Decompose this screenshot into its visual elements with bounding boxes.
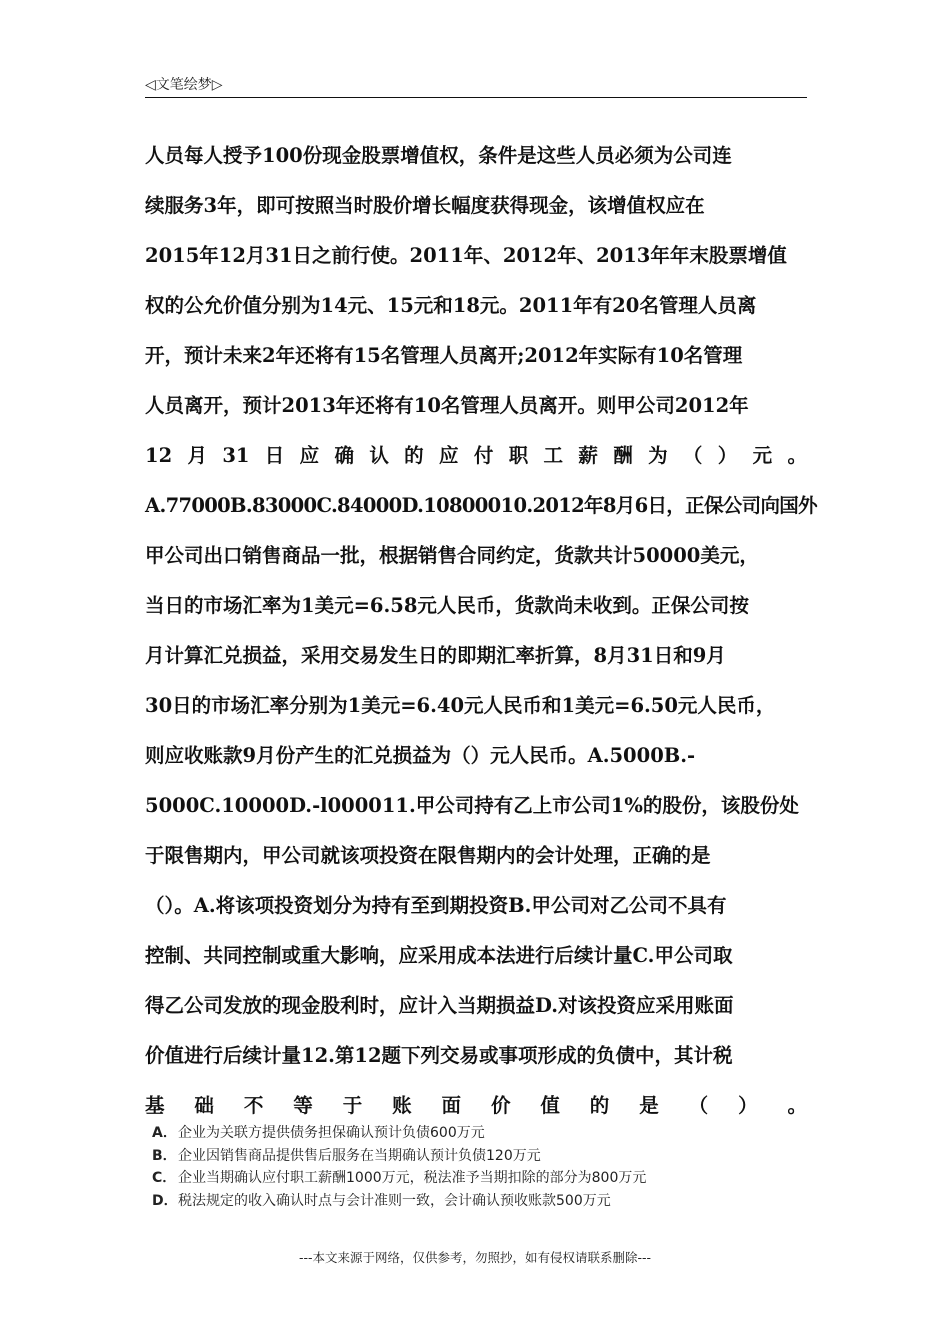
body-line: （）。A.将该项投资划分为持有至到期投资B.甲公司对乙公司不具有 xyxy=(145,894,727,917)
justified-token: 账 xyxy=(392,1094,412,1117)
justified-token: 。 xyxy=(787,444,807,467)
justified-token: 价 xyxy=(490,1094,511,1117)
option-a xyxy=(152,1122,792,1145)
justified-token: 不 xyxy=(243,1094,264,1117)
justified-token: 于 xyxy=(342,1094,363,1117)
body-line: 则应收账款9月份产生的汇兑损益为（）元人民币。A.5000B.- xyxy=(145,744,696,767)
header-divider xyxy=(145,97,807,98)
option-text: 企业为关联方提供债务担保确认预计负债600万元 xyxy=(178,1125,485,1141)
body-text xyxy=(145,131,817,1131)
option-text: 企业因销售商品提供售后服务在当期确认预计负债120万元 xyxy=(178,1147,541,1164)
justified-token: 基 xyxy=(145,1094,165,1117)
justified-token: 元 xyxy=(752,444,773,467)
option-key: C． xyxy=(152,1170,177,1186)
option-text: 税法规定的收入确认时点与会计准则一致，会计确认预收账款500万元 xyxy=(178,1192,611,1209)
justified-token: 日 xyxy=(264,444,285,467)
justified-token: 职 xyxy=(508,444,529,467)
body-line: 开，预计未来2年还将有15名管理人员离开;2012年实际有10名管理 xyxy=(145,344,743,367)
justified-token: 31 xyxy=(222,444,250,467)
justified-token: 为 xyxy=(648,444,668,467)
body-line: 权的公允价值分别为14元、15元和18元。2011年有20名管理人员离 xyxy=(145,294,757,317)
justified-token: 的 xyxy=(404,444,424,467)
justified-token: 值 xyxy=(540,1094,560,1117)
body-line-justified xyxy=(145,431,807,481)
justified-token: （ xyxy=(688,1094,709,1117)
body-line: 人员每人授予100份现金股票增值权，条件是这些人员必须为公司连 xyxy=(145,144,732,167)
option-key: A． xyxy=(152,1125,177,1141)
body-line: 人员离开，预计2013年还将有10名管理人员离开。则甲公司2012年 xyxy=(145,394,749,417)
option-key: B． xyxy=(152,1147,177,1164)
justified-token: 认 xyxy=(369,444,389,467)
justified-token: 是 xyxy=(639,1094,659,1117)
justified-token: 应 xyxy=(299,444,320,467)
header-brand: ◁文笔绘梦▷ xyxy=(145,77,223,93)
option-c xyxy=(152,1167,792,1190)
body-line: 价值进行后续计量12.第12题下列交易或事项形成的负债中，其计税 xyxy=(145,1044,733,1067)
body-line: 2015年12月31日之前行使。2011年、2012年、2013年年末股票增值 xyxy=(145,244,787,267)
justified-token: 12 xyxy=(145,444,173,467)
option-key: D． xyxy=(152,1192,178,1209)
body-line: 当日的市场汇率为1美元=6.58元人民币，货款尚未收到。正保公司按 xyxy=(145,594,749,617)
body-line: 续服务3年，即可按照当时股价增长幅度获得现金，该增值权应在 xyxy=(145,194,705,217)
body-line: 月计算汇兑损益，采用交易发生日的即期汇率折算，8月31日和9月 xyxy=(145,644,726,667)
body-line: 于限售期内，甲公司就该项投资在限售期内的会计处理，正确的是 xyxy=(145,844,711,867)
justified-token: 。 xyxy=(787,1094,807,1117)
option-text: 企业当期确认应付职工薪酬1000万元，税法准予当期扣除的部分为800万元 xyxy=(178,1170,647,1186)
justified-token: 薪 xyxy=(578,444,598,467)
answer-options xyxy=(152,1122,792,1212)
justified-token: ） xyxy=(738,1094,758,1117)
body-line: 5000C.10000D.-l000011.甲公司持有乙上市公司1%的股份，该股份处 xyxy=(145,794,799,817)
option-d xyxy=(152,1190,792,1213)
body-line: 30日的市场汇率分别为1美元=6.40元人民币和1美元=6.50元人民币， xyxy=(145,694,776,717)
justified-token: 的 xyxy=(589,1094,610,1117)
footer-disclaimer: ---本文来源于网络，仅供参考，勿照抄，如有侵权请联系删除--- xyxy=(298,1250,652,1265)
justified-token: 月 xyxy=(187,444,207,467)
body-line: 甲公司出口销售商品一批，根据销售合同约定，货款共计50000美元， xyxy=(145,544,759,567)
body-line: A.77000B.83000C.84000D.10800010.2012年8月6日，正保公司向国外 xyxy=(145,494,817,517)
option-b xyxy=(152,1145,792,1168)
justified-token: 础 xyxy=(194,1094,214,1117)
justified-token: 应 xyxy=(439,444,459,467)
justified-token: 付 xyxy=(473,444,494,467)
body-line: 控制、共同控制或重大影响，应采用成本法进行后续计量C.甲公司取 xyxy=(145,944,733,967)
justified-token: ） xyxy=(717,444,738,467)
body-line: 得乙公司发放的现金股利时，应计入当期损益D.对该投资应采用账面 xyxy=(145,994,734,1017)
justified-token: 等 xyxy=(293,1094,313,1117)
justified-token: 工 xyxy=(543,444,564,467)
justified-token: 确 xyxy=(334,444,354,467)
justified-token: 面 xyxy=(441,1094,462,1117)
justified-token: （ xyxy=(682,444,703,467)
justified-token: 酬 xyxy=(613,444,633,467)
